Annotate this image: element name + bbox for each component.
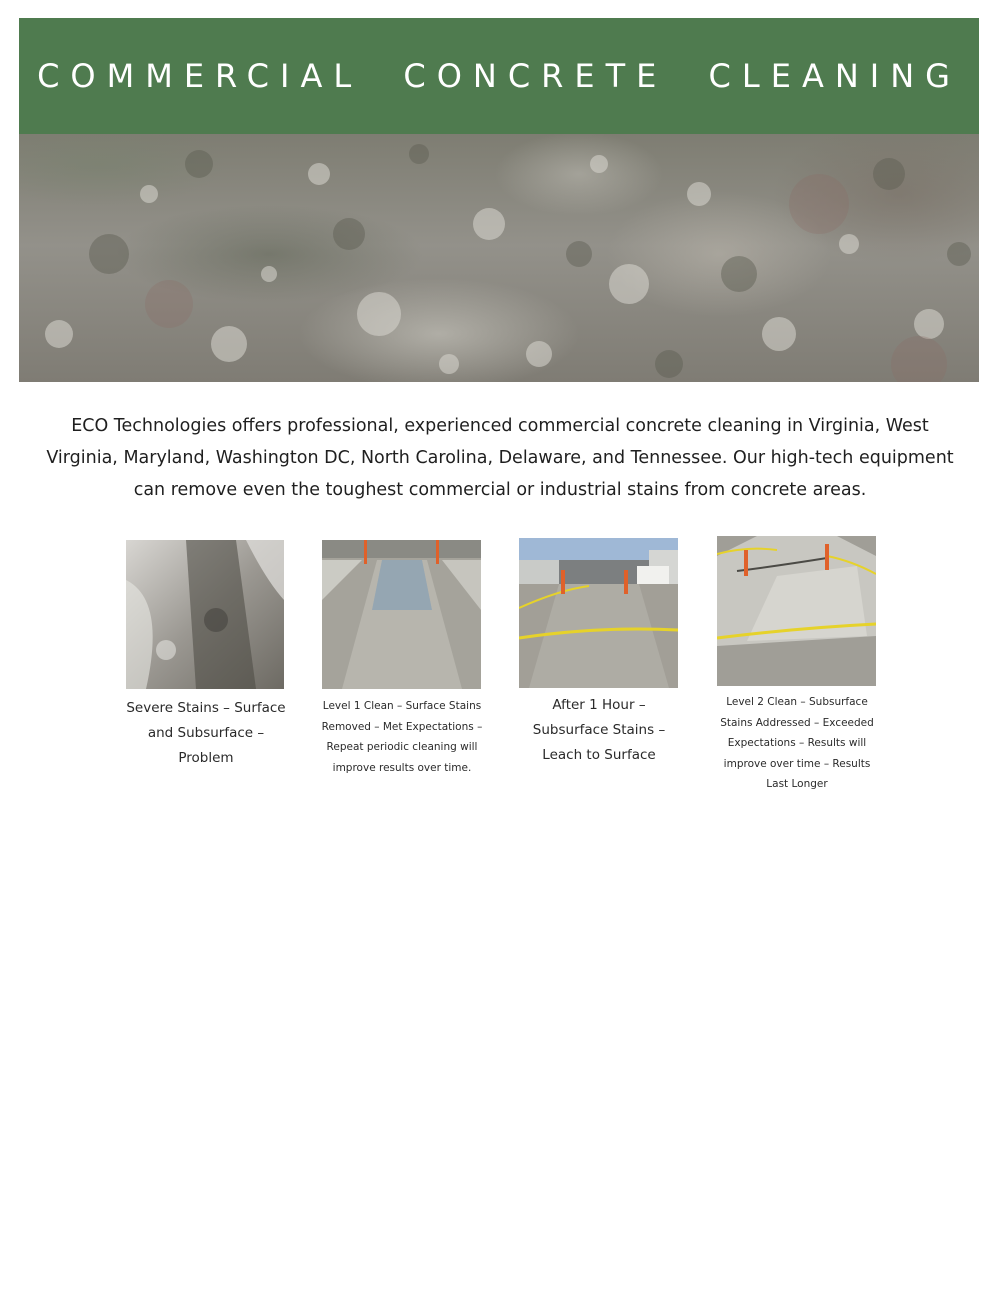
intro-paragraph: ECO Technologies offers professional, experienced commercial concrete cleaning in Virginia, West Virginia, Maryland, Washington DC, North Carolina, Delaware, and Tennessee. Our high-tech equipment can remove even the toughest commercial or industrial stains from concrete areas. bbox=[46, 416, 954, 500]
photo-severe-stains bbox=[126, 540, 284, 689]
photo-after-1-hour bbox=[519, 538, 678, 688]
caption-after-1-hour: After 1 Hour – Subsurface Stains – Leach to Surface bbox=[532, 697, 666, 763]
concrete-texture bbox=[19, 134, 979, 382]
photo-level-2-clean bbox=[717, 536, 876, 686]
caption-level-1-clean: Level 1 Clean – Surface Stains Removed – Met Expectations – Repeat periodic cleaning will improve results over time. bbox=[321, 700, 483, 774]
header-banner bbox=[19, 18, 979, 134]
hero-concrete-image bbox=[19, 134, 979, 382]
caption-level-2-clean: Level 2 Clean – Subsurface Stains Addressed – Exceeded Expectations – Results will improve over time – Results Last Longer bbox=[720, 696, 874, 790]
caption-severe-stains: Severe Stains – Surface and Subsurface – Problem bbox=[126, 700, 286, 766]
photo-level-1-clean bbox=[322, 540, 481, 689]
page-title: COMMERCIAL CONCRETE CLEANING bbox=[37, 57, 961, 95]
